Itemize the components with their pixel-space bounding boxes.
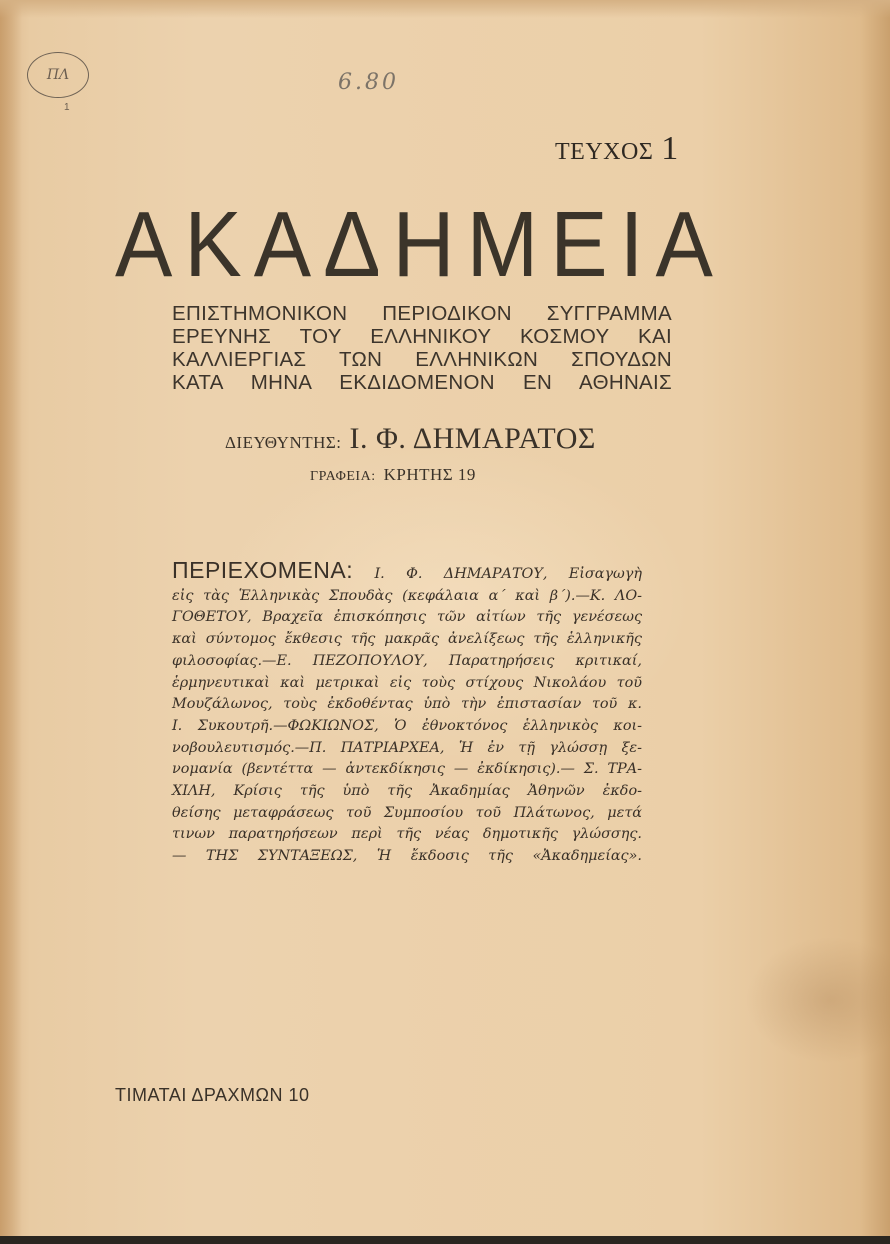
offices-label: ΓΡΑΦΕΙΑ: [310, 469, 376, 484]
subtitle-line: ΕΠΙΣΤΗΜΟΝΙΚΟΝ ΠΕΡΙΟΔΙΚΟΝ ΣΥΓΓΡΑΜΜΑ [172, 302, 672, 325]
price-line: ΤΙΜΑΤΑΙ ΔΡΑΧΜΩΝ 10 [115, 1085, 310, 1105]
contents-line: — ΤΗΣ ΣΥΝΤΑΞΕΩΣ, Ἡ ἔκδοσις τῆς «Ἀκαδημείας». [172, 848, 642, 865]
journal-title: ΑΚΑΔΗΜΕΙΑ [115, 193, 725, 297]
contents-heading: ΠΕΡΙΕΧΟΜΕΝΑ: [172, 557, 354, 583]
subtitle-line: ΕΡΕΥΝΗΣ ΤΟΥ ΕΛΛΗΝΙΚΟΥ ΚΟΣΜΟΥ ΚΑΙ [172, 325, 672, 348]
table-of-contents [172, 557, 643, 868]
director-name: Ι. Φ. ΔΗΜΑΡΑΤΟΣ [349, 422, 596, 455]
journal-subtitle [172, 302, 672, 394]
issue-number [555, 130, 678, 168]
contents-line: τινων παρατηρήσεων περὶ τῆς νέας δημοτικῆς γλώσσης. [172, 826, 642, 843]
handwritten-note: 6.80 [338, 70, 399, 95]
library-stamp [27, 52, 89, 98]
scan-background-edge [0, 1236, 890, 1244]
contents-line: φιλοσοφίας.—Ε. ΠΕΖΟΠΟΥΛΟΥ, Παρατηρήσεις κριτικαί, [172, 652, 642, 669]
contents-line: Ι. Συκουτρῆ.—ΦΩΚΙΩΝΟΣ, Ὁ ἐθνοκτόνος ἑλληνικὸς κοι- [172, 717, 642, 734]
contents-line: νοβουλευτισμός.—Π. ΠΑΤΡΙΑΡΧΕΑ, Ἡ ἐν τῇ γλώσσῃ ξε- [172, 739, 642, 756]
contents-line: Ι. Φ. ΔΗΜΑΡΑΤΟΥ, Εἰσαγωγὴ [374, 566, 643, 582]
stamp-text: ΠΛ [46, 67, 70, 83]
offices-line [310, 465, 476, 485]
issue-label: ΤΕΥΧΟΣ [555, 139, 654, 165]
subtitle-line: ΚΑΛΛΙΕΡΓΙΑΣ ΤΩΝ ΕΛΛΗΝΙΚΩΝ ΣΠΟΥΔΩΝ [172, 348, 672, 371]
director-label: ΔΙΕΥΘΥΝΤΗΣ: [225, 433, 342, 452]
contents-line: ΓΟΘΕΤΟΥ, Βραχεῖα ἐπισκόπησις τῶν αἰτίων τῆς γενέσεως [172, 609, 642, 626]
contents-line: νομανία (βεντέττα — ἀντεκδίκησις — ἐκδίκησις).— Σ. ΤΡΑ- [172, 761, 642, 778]
contents-line: θείσης μεταφράσεως τοῦ Συμποσίου τοῦ Πλάτωνος, μετά [172, 804, 642, 821]
contents-line: ΧΙΛΗ, Κρίσις τῆς ὑπὸ τῆς Ἀκαδημίας Ἀθηνῶν ἐκδο- [172, 783, 642, 800]
subtitle-line: ΚΑΤΑ ΜΗΝΑ ΕΚΔΙΔΟΜΕΝΟΝ ΕΝ ΑΘΗΝΑΙΣ [172, 371, 672, 394]
stamp-mark: 1 [64, 102, 70, 113]
contents-line: εἰς τὰς Ἑλληνικὰς Σπουδὰς (κεφάλαια α΄ καὶ β΄).—Κ. ΛΟ- [172, 587, 642, 604]
contents-line: ἑρμηνευτικαὶ καὶ μετρικαὶ εἰς τοὺς στίχους Νικολάου τοῦ [172, 674, 642, 691]
director-line [225, 422, 596, 456]
contents-line: Μουζάλωνος, τοὺς ἐκδοθέντας ὑπὸ τὴν ἐπιστασίαν τοῦ κ. [172, 696, 642, 713]
offices-address: ΚΡΗΤΗΣ 19 [383, 465, 476, 484]
contents-line: καὶ σύντομος ἔκθεσις τῆς μακρᾶς ἀνελίξεως τῆς ἑλληνικῆς [172, 631, 642, 648]
issue-value: 1 [661, 130, 679, 167]
